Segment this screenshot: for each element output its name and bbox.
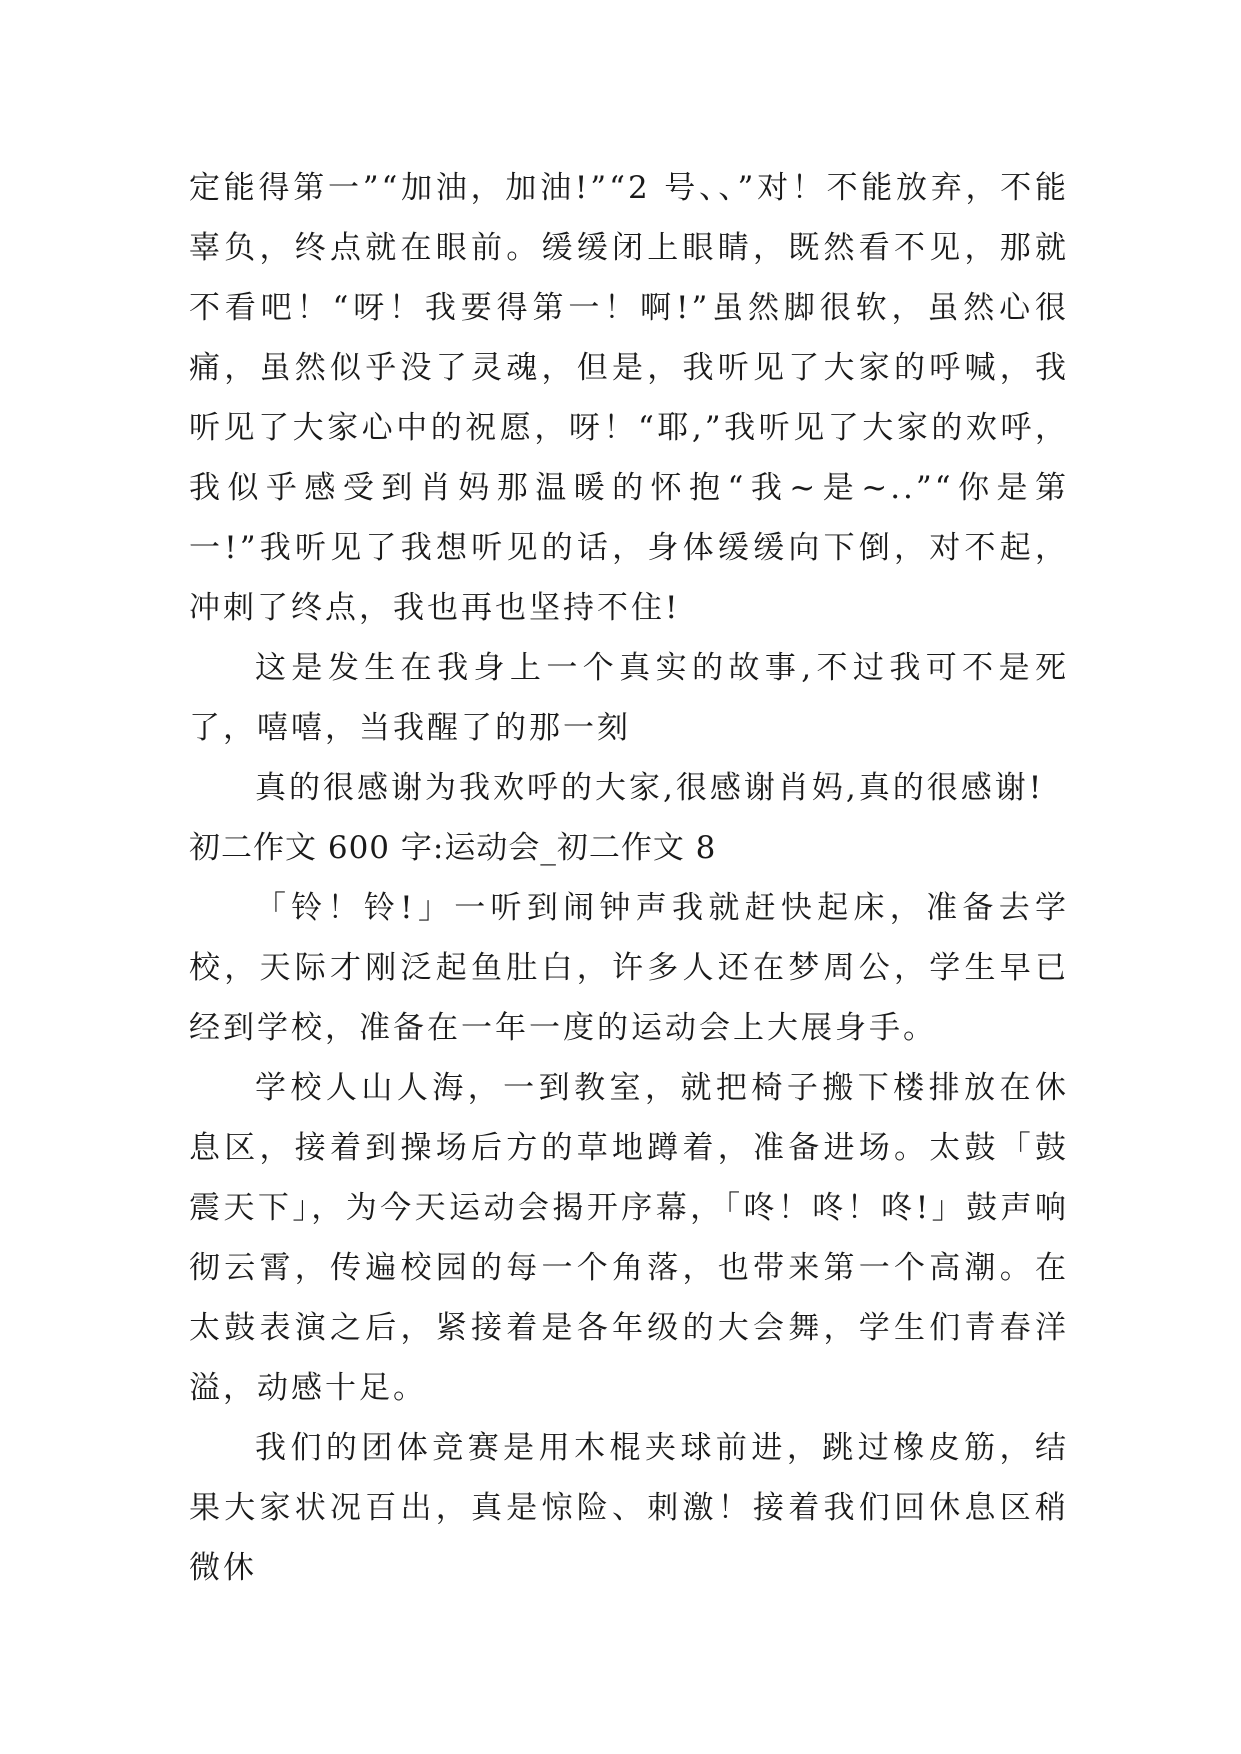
paragraph-thanks: 真的很感谢为我欢呼的大家,很感谢肖妈,真的很感谢! <box>255 770 1045 806</box>
paragraph-continued: 定能得第一”“加油，加油!”“2 号、、”对！不能放弃，不能辜负，终点就在眼前。缓缓闭上眼睛，既然看不见，那就不看吧！“呀！我要得第一！啊!”虽然脚很软，虽然心很痛，虽然似乎没了灵魂，但是，我听见了大家的呼喊，我听见了大家心中的祝愿，呀！“耶,”我听见了大家的欢呼，我似乎感受到肖妈那温暖的怀抱“我~是~..”“你是第一!”我听见了我想听见的话，身体缓缓向下倒，对不起，冲刺了终点，我也再也坚持不住! <box>189 170 1069 626</box>
essay-heading: 初二作文 600 字:运动会_初二作文 8 <box>189 830 717 866</box>
paragraph-opening: 学校人山人海，一到教室，就把椅子搬下楼排放在休息区，接着到操场后方的草地蹲着，准备进场。太鼓「鼓震天下」，为今天运动会揭开序幕，「咚！咚！咚!」鼓声响彻云霄，传遍校园的每一个角落，也带来第一个高潮。在太鼓表演之后，紧接着是各年级的大会舞，学生们青春洋溢，动感十足。 <box>189 1070 1069 1406</box>
document-body <box>189 158 1069 1598</box>
paragraph-morning: 「铃！铃!」一听到闹钟声我就赶快起床，准备去学校，天际才刚泛起鱼肚白，许多人还在梦周公，学生早已经到学校，准备在一年一度的运动会上大展身手。 <box>189 890 1069 1046</box>
paragraph-story-note: 这是发生在我身上一个真实的故事,不过我可不是死了，嘻嘻，当我醒了的那一刻 <box>189 650 1069 746</box>
paragraph-team-race: 我们的团体竞赛是用木棍夹球前进，跳过橡皮筋，结果大家状况百出，真是惊险、刺激！接着我们回休息区稍微休 <box>189 1430 1069 1586</box>
